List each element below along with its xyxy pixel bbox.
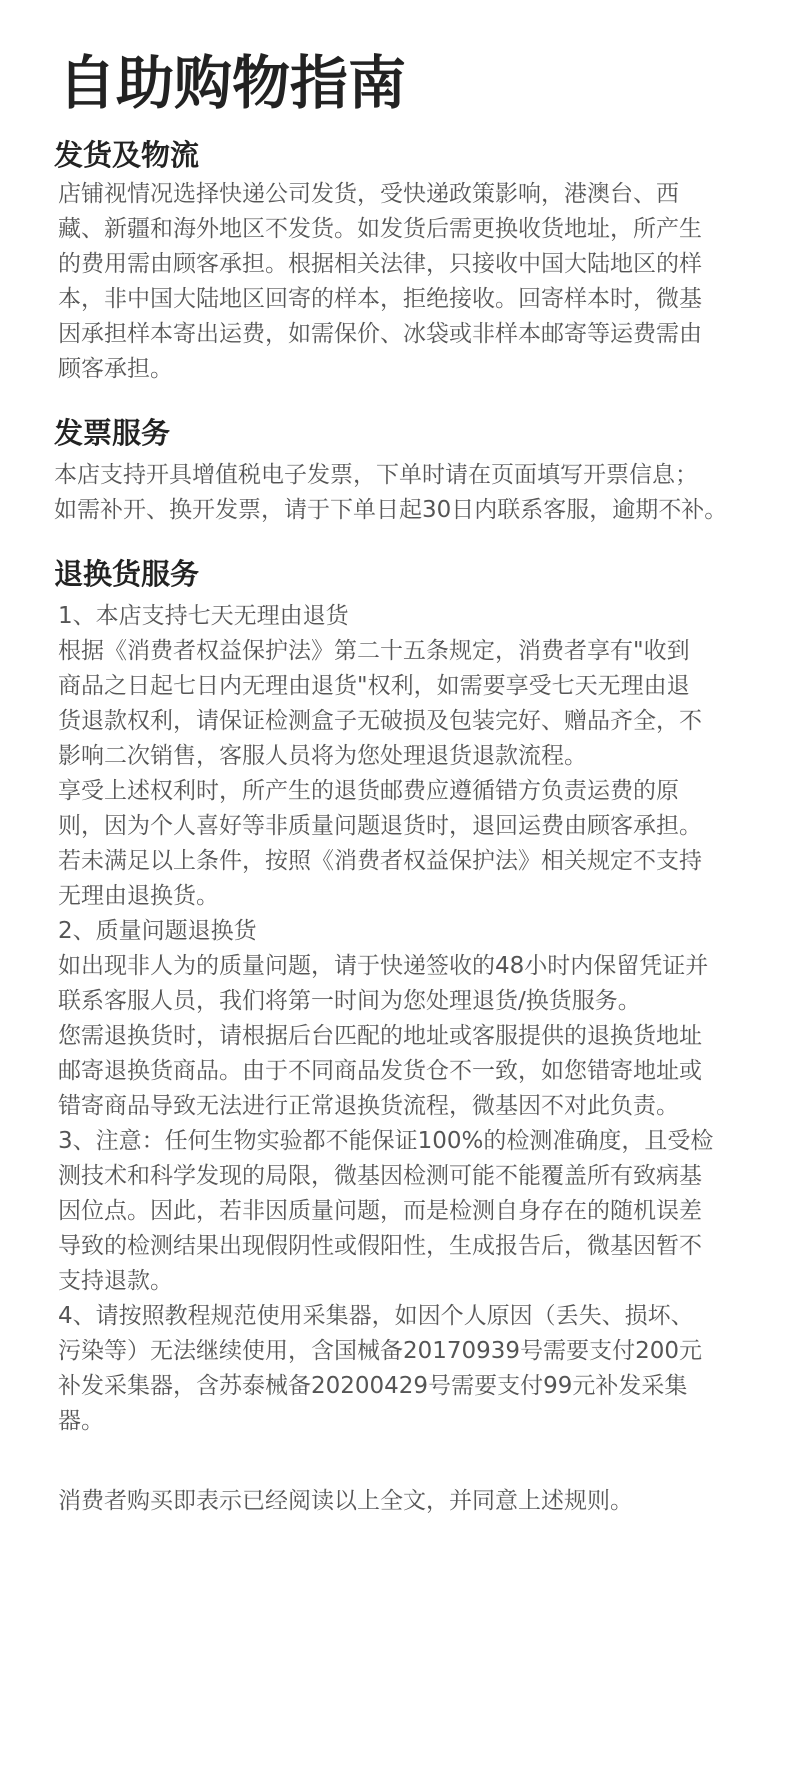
returns-line: 享受上述权利时，所产生的退货邮费应遵循错方负责运费的原 [58, 778, 679, 804]
returns-line: 4、请按照教程规范使用采集器，如因个人原因（丢失、损坏、 [58, 1303, 694, 1329]
returns-line: 影响二次销售，客服人员将为您处理退货退款流程。 [58, 743, 587, 769]
returns-line: 导致的检测结果出现假阴性或假阳性，生成报告后，微基因暂不 [58, 1233, 702, 1259]
returns-line: 补发采集器，含苏泰械备20200429号需要支付99元补发采集 [58, 1373, 688, 1399]
section-heading-shipping: 发货及物流 [54, 138, 200, 172]
section-heading-returns: 退换货服务 [54, 557, 200, 591]
shipping-line: 本，非中国大陆地区回寄的样本，拒绝接收。回寄样本时，微基 [58, 286, 702, 312]
returns-line: 根据《消费者权益保护法》第二十五条规定，消费者享有"收到 [58, 638, 690, 664]
returns-line: 则，因为个人喜好等非质量问题退货时，退回运费由顾客承担。 [58, 813, 702, 839]
shipping-line: 店铺视情况选择快递公司发货，受快递政策影响，港澳台、西 [58, 181, 679, 207]
returns-line: 货退款权利，请保证检测盒子无破损及包装完好、赠品齐全，不 [58, 708, 702, 734]
section-heading-invoice: 发票服务 [54, 416, 171, 450]
shipping-line: 的费用需由顾客承担。根据相关法律，只接收中国大陆地区的样 [58, 251, 702, 277]
shipping-line: 因承担样本寄出运费，如需保价、冰袋或非样本邮寄等运费需由 [58, 321, 702, 347]
returns-line: 无理由退换货。 [58, 883, 219, 909]
footer-notice: 消费者购买即表示已经阅读以上全文，并同意上述规则。 [58, 1488, 633, 1514]
returns-line: 如出现非人为的质量问题，请于快递签收的48小时内保留凭证并 [58, 953, 709, 979]
invoice-line: 如需补开、换开发票，请于下单日起30日内联系客服，逾期不补。 [54, 497, 728, 523]
returns-line: 1、本店支持七天无理由退货 [58, 603, 349, 629]
shipping-line: 顾客承担。 [58, 356, 173, 382]
returns-line: 若未满足以上条件，按照《消费者权益保护法》相关规定不支持 [58, 848, 702, 874]
returns-line: 邮寄退换货商品。由于不同商品发货仓不一致，如您错寄地址或 [58, 1058, 702, 1084]
returns-line: 污染等）无法继续使用，含国械备20170939号需要支付200元 [58, 1338, 702, 1364]
returns-line: 联系客服人员，我们将第一时间为您处理退货/换货服务。 [58, 988, 641, 1014]
invoice-line: 本店支持开具增值税电子发票，下单时请在页面填写开票信息； [54, 462, 698, 488]
returns-line: 您需退换货时，请根据后台匹配的地址或客服提供的退换货地址 [58, 1023, 702, 1049]
page-title: 自助购物指南 [58, 49, 407, 117]
returns-line: 3、注意：任何生物实验都不能保证100%的检测准确度，且受检 [58, 1128, 714, 1154]
returns-line: 商品之日起七日内无理由退货"权利，如需要享受七天无理由退 [58, 673, 690, 699]
returns-line: 错寄商品导致无法进行正常退换货流程，微基因不对此负责。 [58, 1093, 679, 1119]
shipping-line: 藏、新疆和海外地区不发货。如发货后需更换收货地址，所产生 [58, 216, 702, 242]
returns-line: 器。 [58, 1408, 104, 1434]
returns-line: 2、质量问题退换货 [58, 918, 257, 944]
returns-line: 测技术和科学发现的局限，微基因检测可能不能覆盖所有致病基 [58, 1163, 702, 1189]
returns-line: 因位点。因此，若非因质量问题，而是检测自身存在的随机误差 [58, 1198, 702, 1224]
returns-line: 支持退款。 [58, 1268, 173, 1294]
